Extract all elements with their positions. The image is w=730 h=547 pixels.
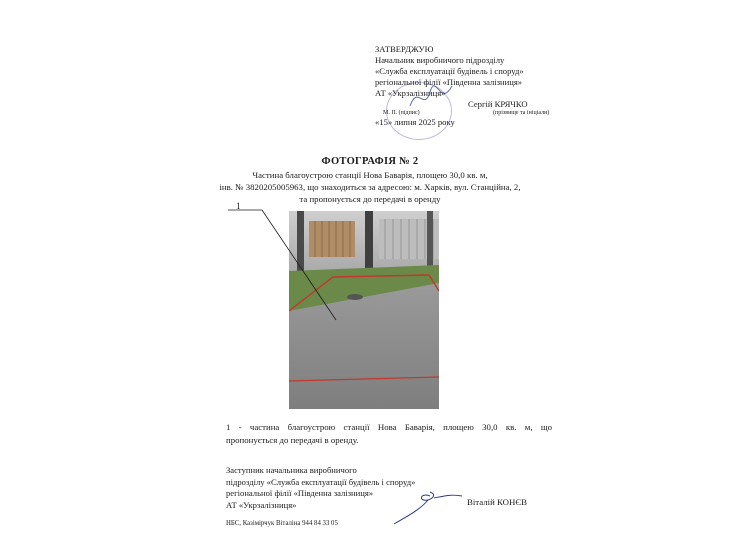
approval-signer-name: Сергій КРЯЧКО	[468, 99, 528, 109]
description-line: та пропонується до передачі в оренду	[299, 194, 441, 204]
approval-line: «Служба експлуатації будівель і споруд»	[375, 66, 524, 76]
document-title: ФОТОГРАФІЯ № 2	[321, 156, 419, 167]
document-description	[180, 169, 560, 205]
footer-signer-line: регіональної філії «Південна залізниця»	[226, 488, 374, 498]
approval-date: «15» липня 2025 року	[375, 117, 455, 127]
footer-signer-line: Заступник начальника виробничого	[226, 465, 357, 475]
description-line: інв. № 3820205005963, що знаходиться за адресою: м. Харків, вул. Станційна, 2,	[219, 182, 521, 192]
approval-line: АТ «Укрзалізниця»	[375, 88, 446, 98]
description-line: Частина благоустрою станції Нова Баварія, площею 30,0 кв. м,	[252, 170, 488, 180]
approval-stamp-hint: М. П. (підпис)	[383, 110, 420, 116]
approval-name-hint: (прізвище та ініціали)	[493, 110, 550, 116]
footer-signer-block	[226, 465, 415, 511]
caption-line: пропонується до передачі в оренду.	[226, 435, 359, 445]
photo-marker: 1	[236, 201, 241, 211]
photo-caption	[226, 421, 552, 447]
footer-signer-name: Віталій КОНЄВ	[467, 497, 528, 507]
footer-signature	[390, 488, 470, 528]
site-photo	[289, 211, 439, 409]
caption-line: 1 - частина благоустрою станції Нова Баварія, площею 30,0 кв. м, що	[226, 422, 552, 432]
footer-signer-line: АТ «Укрзалізниця»	[226, 499, 297, 510]
approval-line: регіональної філії «Південна залізниця»	[375, 77, 523, 87]
approval-signature	[406, 78, 456, 114]
approval-line: Начальник виробничого підрозділу	[375, 55, 505, 65]
footer-signer-line: підрозділу «Служба експлуатації будівель і споруд»	[226, 476, 416, 487]
approval-heading: ЗАТВЕРДЖУЮ	[375, 44, 434, 54]
executor-info: НБС, Казімірчук Віталіна 944 84 33 05	[226, 520, 338, 527]
